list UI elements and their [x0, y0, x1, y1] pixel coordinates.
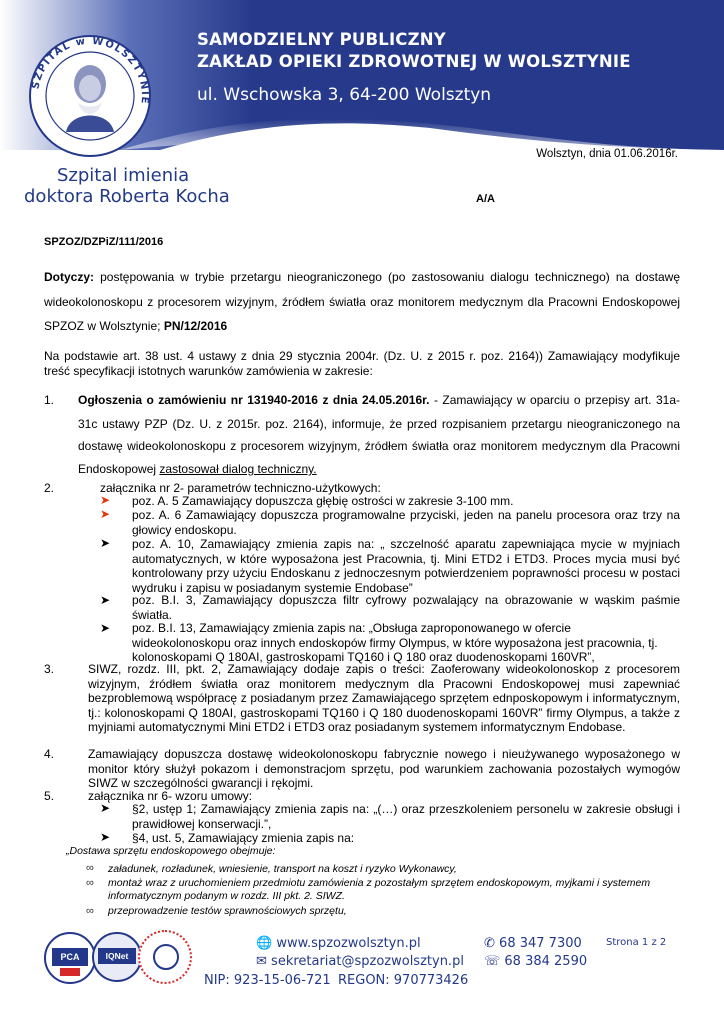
arrow-bullet-icon: ➤	[100, 593, 111, 607]
fax-icon: ☏	[484, 954, 501, 969]
item1-line3: dostawę wideokolonoskopu z procesorem wizyjnym, źródłem światła oraz monitorem medycznym dla Pracowni	[78, 439, 680, 453]
seal-icon	[153, 944, 179, 970]
item1-line4: Endoskopowej zastosował dialog techniczny.	[78, 462, 317, 476]
arrow-bullet-icon: ➤	[100, 536, 111, 550]
item2-text: załącznika nr 2- parametrów techniczno-użytkowych:	[100, 481, 381, 495]
intro-line2: treść specyfikacji istotnych warunków zamówienia w zakresie:	[44, 364, 373, 378]
iqnet-label: IQNet	[98, 948, 136, 964]
flag-icon	[60, 968, 80, 976]
item5-sub2: §4, ust. 5, Zamawiający zmienia zapis na:	[132, 831, 355, 845]
infinity-bullet-icon: ∞	[86, 877, 94, 889]
footer-website[interactable]: 🌐 www.spzozwolsztyn.pl	[256, 936, 421, 951]
item1-number: 1.	[44, 393, 55, 407]
item4-text: Zamawiający dopuszcza dostawę wideokolonoskopu fabrycznie nowego i nieużywanego wyposażonego w monitor który służył pokazom i demonstracjom sprzętu, pod warunkiem zachowania pozostałych wymogów SIWZ w szczególności gwarancji i rękojmi.	[88, 747, 680, 790]
hospital-logo	[26, 32, 154, 160]
arrow-bullet-icon: ➤	[100, 830, 111, 844]
hospital-name-line1: Szpital imienia	[57, 165, 190, 186]
item2-sub1: poz. A. 5 Zamawiający dopuszcza głębię ostrości w zakresie 3-100 mm.	[132, 494, 514, 508]
footer-email[interactable]: ✉ sekretariat@spzozwolsztyn.pl	[256, 954, 464, 969]
pca-certificate-badge	[44, 932, 96, 984]
item5-sub1: §2, ustęp 1; Zamawiający zmienia zapis na: „(…) oraz przeszkoleniem personelu w zakresie obsługi i prawidłowej konserwacji.”,	[132, 802, 680, 831]
subject-line2: wideokolonoskopu z procesorem wizyjnym, źródłem światła oraz monitorem medycznym dla Pracowni Endoskopowej	[44, 295, 680, 309]
pca-label: PCA	[52, 948, 88, 966]
footer-phone: ✆ 68 347 7300	[484, 936, 582, 951]
phone-icon: ✆	[484, 936, 495, 951]
item3-text: SIWZ, rozdz. III, pkt. 2, Zamawiający dodaje zapis o treści: Zaoferowany wideokolonoskop z procesorem wizyjnym, źródłem światła oraz monitorem medycznym dla Pracowni Endoskopowej musi zapewniać bezproblemową współpracę z posiadanym przez Zamawiającego sprzętem ednposkopowym i informatycznym, tj.: kolonoskopami Q 180AI, gastroskopami TQ160 i Q 180 duodenoskopami 160VR” firmy Olympus, a także z myjniami automatycznymi Mini ETD2 i ETD3 oraz posiadanym systemem informatycznym Endobase.	[88, 662, 680, 734]
item5-number: 5.	[44, 789, 55, 803]
header-title-line1: SAMODZIELNY PUBLICZNY	[197, 30, 446, 49]
item2-sub4: poz. B.I. 3, Zamawiający dopuszcza filtr cyfrowy pozwalający na obrazowanie w wąskim paśmie światła.	[132, 593, 680, 622]
quote-item1: załadunek, rozładunek, wniesienie, transport na koszt i ryzyko Wykonawcy,	[108, 863, 457, 875]
subject-label: Dotyczy:	[44, 270, 95, 284]
item2-number: 2.	[44, 481, 55, 495]
envelope-icon: ✉	[256, 954, 267, 969]
page-number: Strona 1 z 2	[606, 937, 667, 948]
quote-item2: montaż wraz z uruchomieniem przedmiotu zamówienia z pozostałym sprzętem endoskopowym, myjkami i systemem informatycznym podanym w rozdz. III pkt. 2. SIWZ.	[108, 877, 651, 902]
document-date: Wolsztyn, dnia 01.06.2016r.	[536, 148, 678, 160]
item1-line1: Ogłoszenia o zamówieniu nr 131940-2016 z dnia 24.05.2016r. - Zamawiający w oparciu o przepisy art. 31a-	[78, 393, 680, 407]
item2-sub5: poz. B.I. 13, Zamawiający zmienia zapis na: „Obsługa zaproponowanego w ofercie wideokolonoskopu oraz innych endoskopów firmy Olympus, w które wyposażona jest pracownia, tj. kolonoskopami Q 180AI, gastroskopami TQ160 i Q 180 oraz duodenoskopami 160VR”,	[132, 621, 658, 664]
arrow-bullet-icon: ➤	[100, 621, 111, 635]
arrow-bullet-icon: ➤	[100, 493, 111, 507]
header-address: ul. Wschowska 3, 64-200 Wolsztyn	[197, 85, 492, 105]
quote-intro: „Dostawa sprzętu endoskopowego obejmuje:	[66, 845, 276, 857]
quality-medical-badge	[138, 930, 192, 984]
iqnet-certificate-badge	[92, 932, 142, 982]
subject-line1: Dotyczy: postępowania w trybie przetargu nieograniczonego (po zastosowaniu dialogu technicznego) na dostawę	[44, 270, 680, 284]
item1-dialog: zastosował dialog techniczny.	[159, 462, 317, 476]
logo-ring-text: SZPITAL w WOLSZTYNIE	[30, 35, 151, 106]
reference-number: SPZOZ/DZPiZ/111/2016	[44, 236, 164, 248]
arrow-bullet-icon: ➤	[100, 507, 111, 521]
arrow-bullet-icon: ➤	[100, 801, 111, 815]
footer-regon: REGON: 970773426	[338, 973, 469, 988]
aa-label: A/A	[476, 193, 495, 205]
infinity-bullet-icon: ∞	[86, 905, 94, 917]
header-title-line2: ZAKŁAD OPIEKI ZDROWOTNEJ W WOLSZTYNIE	[197, 52, 631, 71]
item1-line2: 31c ustawy PZP (Dz. U. z 2015r. poz. 2164), informuje, że przed rozpisaniem przetargu nieograniczonego na	[78, 417, 680, 431]
item3-number: 3.	[44, 662, 55, 676]
footer-nip: NIP: 923-15-06-721	[204, 973, 331, 988]
intro-line1: Na podstawie art. 38 ust. 4 ustawy z dnia 29 stycznia 2004r. (Dz. U. z 2015 r. poz. 2164)) Zamawiający modyfikuje	[44, 349, 680, 363]
footer-fax: ☏ 68 384 2590	[484, 954, 588, 969]
item2-sub2: poz. A. 6 Zamawiający dopuszcza programowalne przyciski, jeden na panelu procesora oraz trzy na głowicy endoskopu.	[132, 508, 680, 537]
item1-announcement: Ogłoszenia o zamówieniu nr 131940-2016 z dnia 24.05.2016r.	[78, 393, 430, 407]
quote-item3: przeprowadzenie testów sprawnościowych sprzętu,	[108, 905, 347, 917]
hospital-name-line2: doktora Roberta Kocha	[24, 186, 230, 207]
item4-number: 4.	[44, 747, 55, 761]
item5-text: załącznika nr 6- wzoru umowy:	[88, 789, 253, 803]
case-number: PN/12/2016	[163, 319, 228, 333]
item2-sub3: poz. A. 10, Zamawiający zmienia zapis na: „ szczelność aparatu zapewniająca mycie w myjniach automatycznych, w które wyposażona jest Pracownia, tj. Mini ETD2 i ETD3. Proces mycia musi być kontrolowany przy użyciu Endoskanu z jednoczesnym potwierdzeniem poprawności procesu w postaci wydruku i zapisu w posiadanym systemie Endobase”	[132, 537, 680, 595]
globe-icon: 🌐	[256, 936, 273, 951]
subject-line3: SPZOZ w Wolsztynie; PN/12/2016	[44, 319, 228, 333]
infinity-bullet-icon: ∞	[86, 862, 94, 874]
